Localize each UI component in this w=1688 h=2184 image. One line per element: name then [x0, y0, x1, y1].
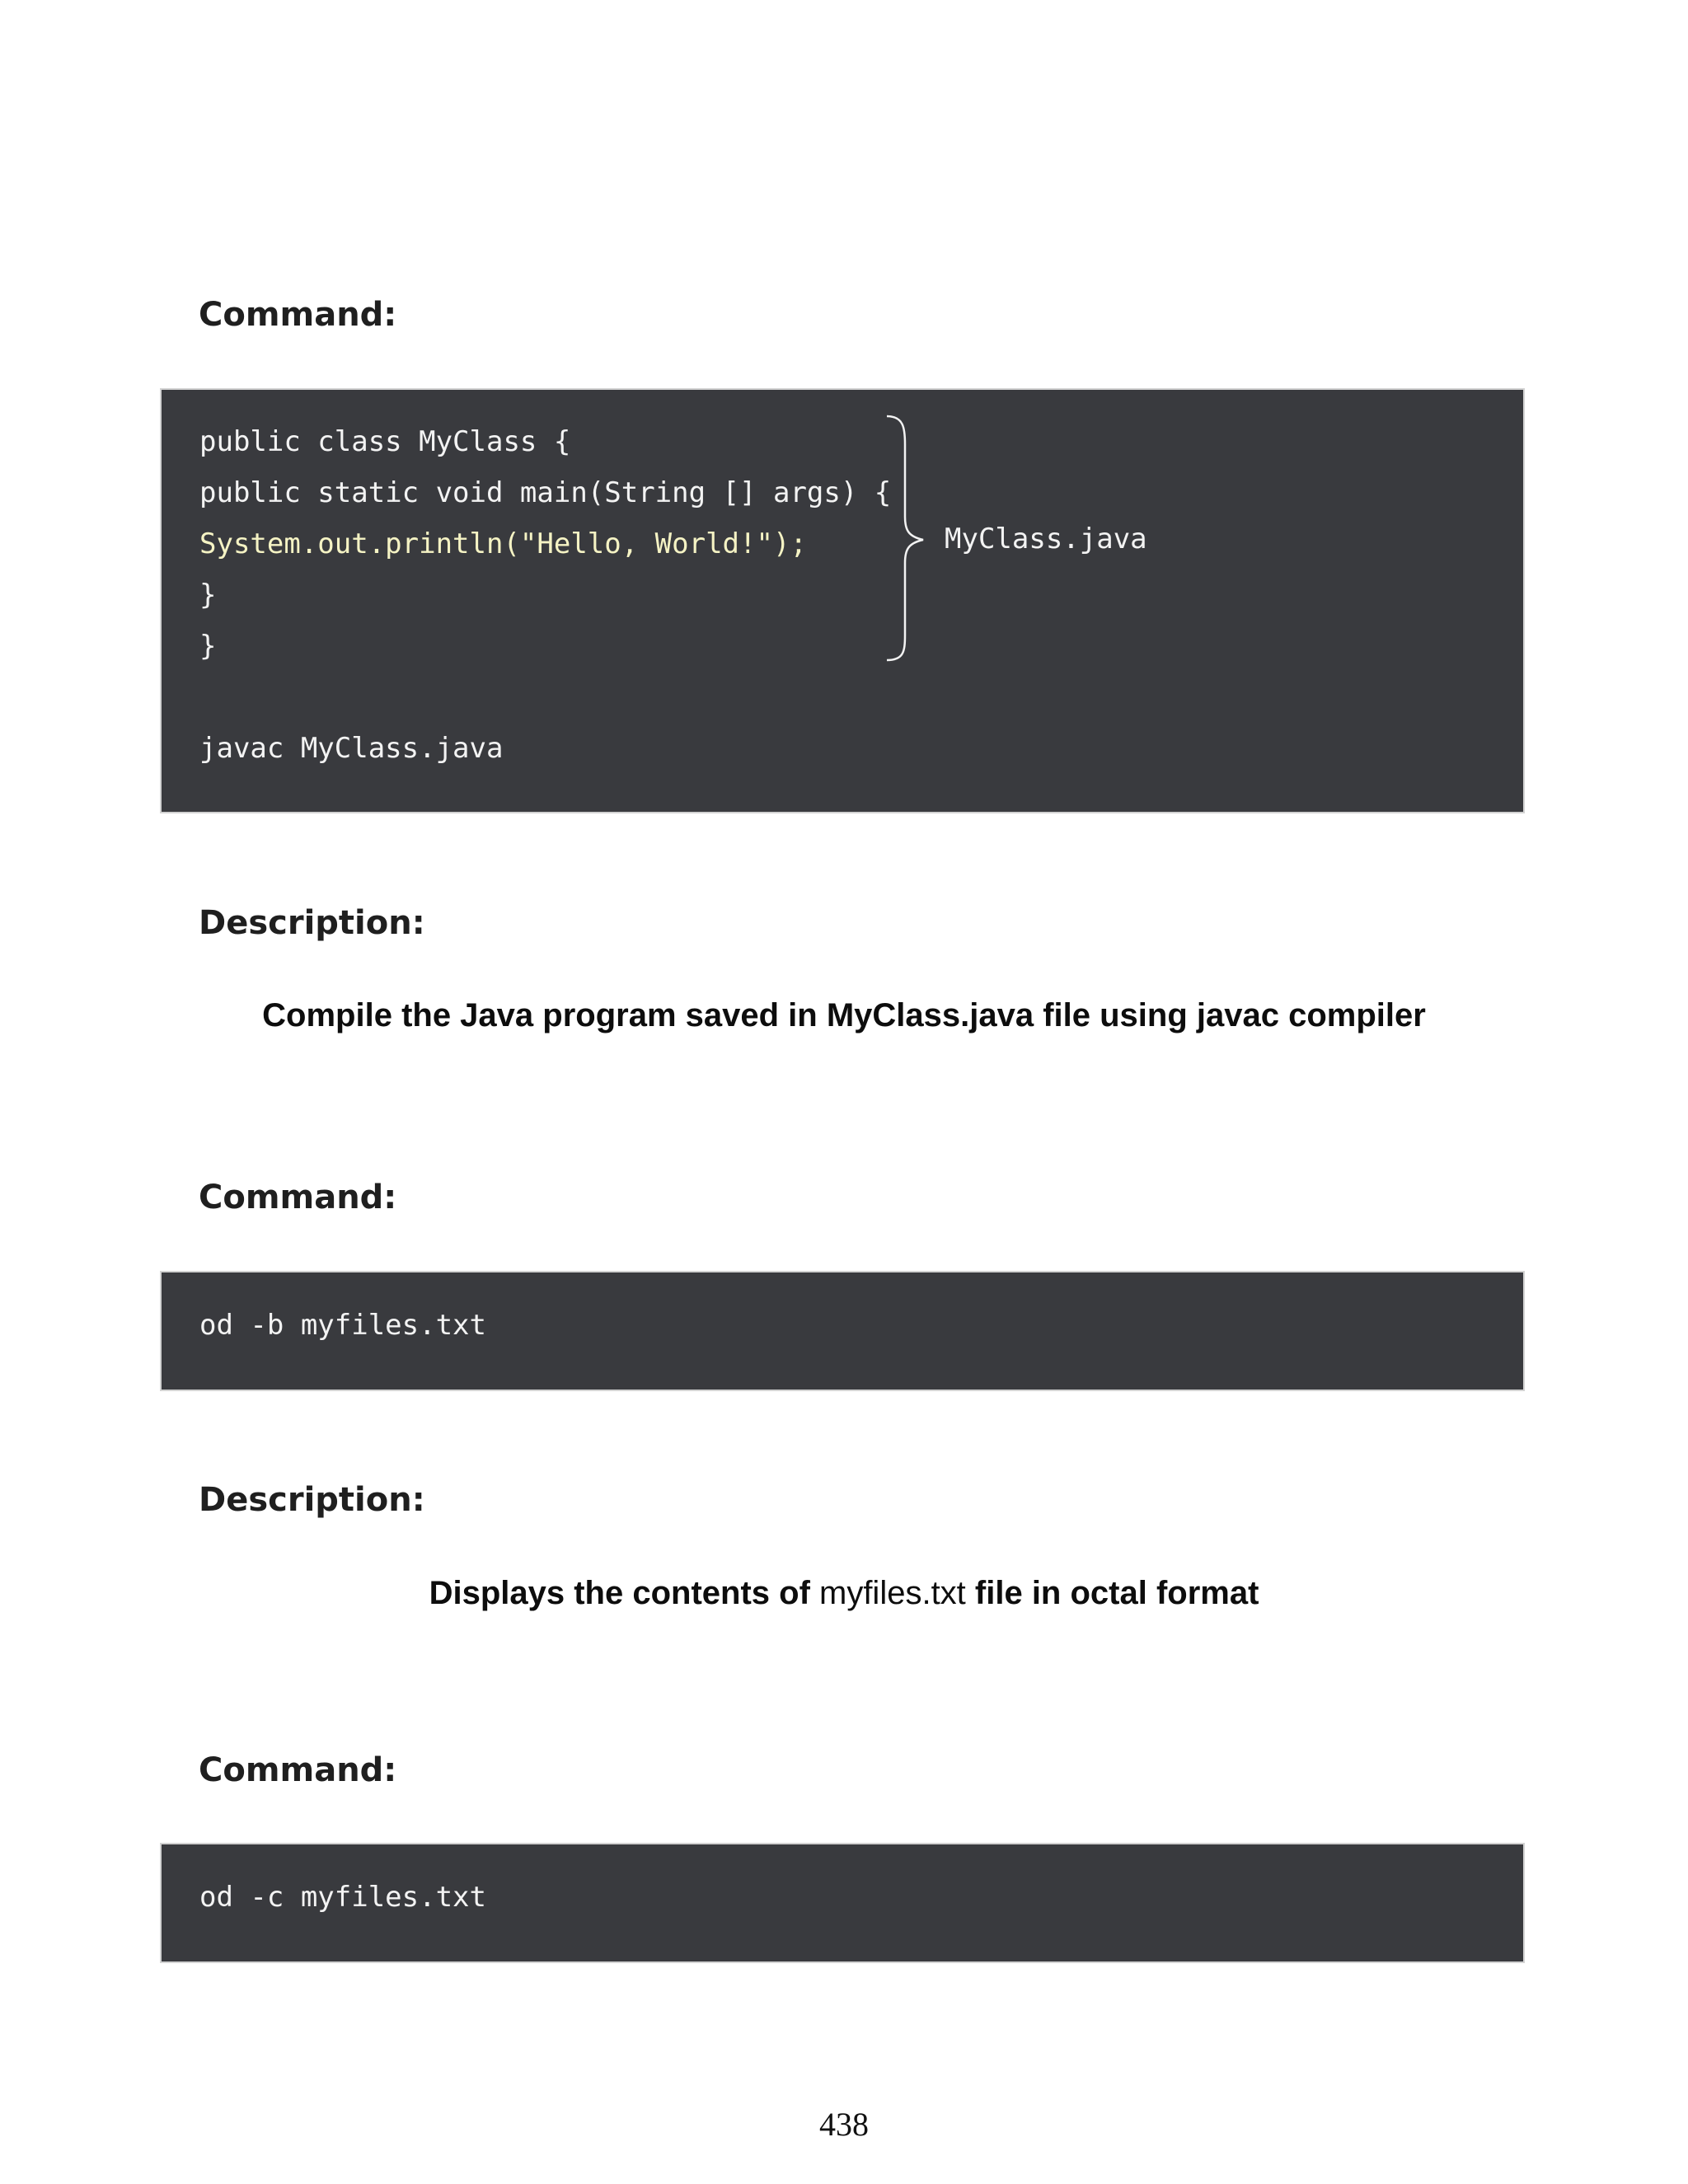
code-line: public class MyClass {: [199, 425, 571, 458]
page-number: 438: [819, 2106, 869, 2143]
filename-text: myfiles.txt: [819, 1575, 966, 1611]
brace-label: MyClass.java: [945, 523, 1147, 555]
description-text: [0, 1577, 1688, 1610]
description-bold-text: file in octal format: [965, 1575, 1259, 1611]
code-line: System.out.println("Hello, World!");: [199, 527, 807, 560]
description-bold-text: Displays the contents of: [429, 1575, 819, 1611]
code-line: }: [199, 630, 217, 663]
code-line: public static void main(String [] args) {: [199, 476, 892, 509]
command-heading: Command:: [199, 1179, 397, 1216]
code-line: od -c myfiles.txt: [199, 1881, 486, 1914]
code-block: [160, 1843, 1525, 1963]
code-line: }: [199, 579, 217, 612]
description-heading: Description:: [199, 904, 425, 942]
description-bold-text: Compile the Java program saved in MyClass.java file using javac compiler: [262, 997, 1426, 1033]
command-heading: Command:: [199, 1751, 397, 1789]
code-line: od -b myfiles.txt: [199, 1309, 486, 1342]
description-text: [0, 999, 1688, 1032]
curly-brace-icon: [885, 415, 943, 662]
code-block: [160, 388, 1525, 813]
code-line: javac MyClass.java: [199, 732, 504, 765]
command-heading: Command:: [199, 296, 397, 334]
description-heading: Description:: [199, 1481, 425, 1519]
code-block: [160, 1271, 1525, 1391]
